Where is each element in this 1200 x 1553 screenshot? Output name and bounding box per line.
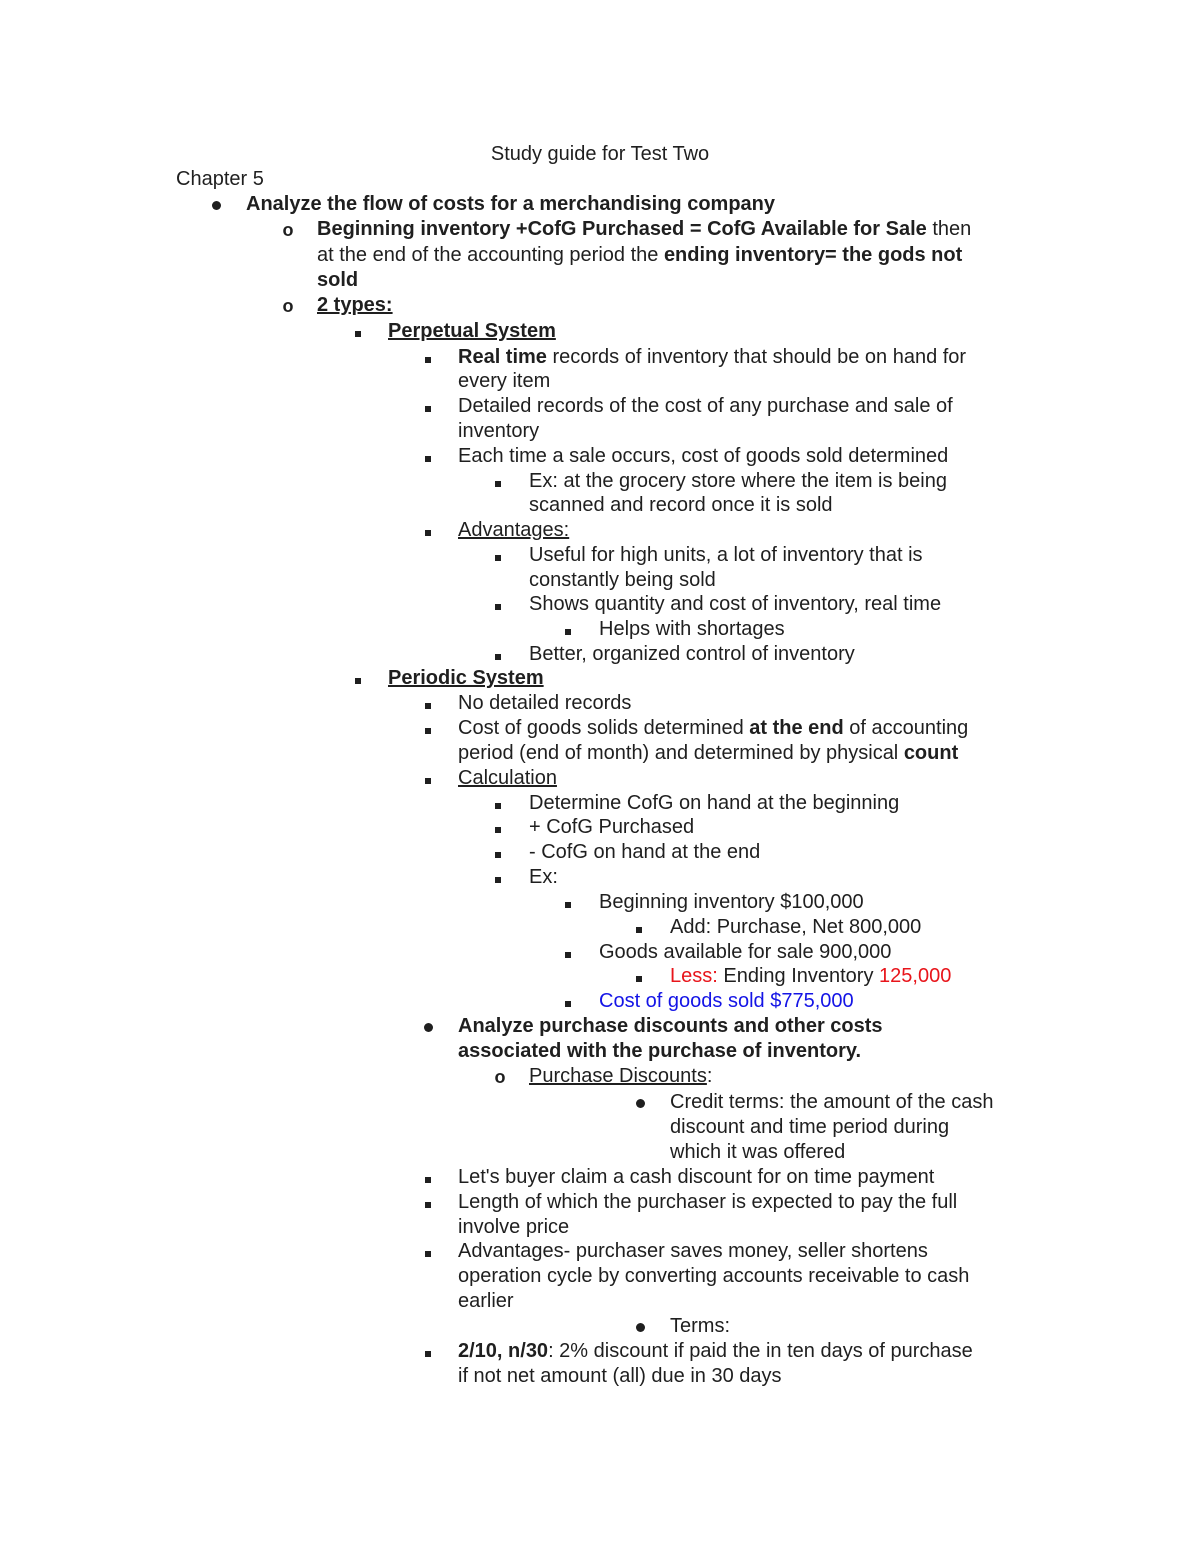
- chapter-heading: Chapter 5: [176, 168, 264, 190]
- list-item: Length of which the purchaser is expected to pay the full: [458, 1191, 958, 1213]
- list-item: Cost of goods sold $775,000: [599, 990, 854, 1012]
- bullet-square-icon: [558, 617, 578, 642]
- bullet-square-icon: [418, 1339, 438, 1364]
- bullet-square-icon: [418, 691, 438, 716]
- list-item-continuation: sold: [317, 269, 359, 291]
- bullet-square-icon: [348, 319, 368, 344]
- bullet-square-icon: [418, 518, 438, 543]
- list-item: Calculation: [458, 767, 557, 789]
- bullet-square-icon: [558, 940, 578, 965]
- list-item: - CofG on hand at the end: [529, 841, 761, 863]
- list-item-continuation: discount and time period during: [670, 1116, 950, 1138]
- list-item: 2 types:: [317, 294, 393, 316]
- list-item: Useful for high units, a lot of inventory that is: [529, 544, 923, 566]
- bullet-square-icon: [418, 716, 438, 741]
- bullet-dot-icon: [418, 1014, 438, 1039]
- list-item: Helps with shortages: [599, 618, 785, 640]
- list-item: Detailed records of the cost of any purchase and sale of: [458, 395, 953, 417]
- list-item-continuation: operation cycle by converting accounts receivable to cash: [458, 1265, 970, 1287]
- bullet-square-icon: [348, 666, 368, 691]
- list-item: Ex:: [529, 866, 558, 888]
- bullet-square-icon: [558, 989, 578, 1014]
- bullet-square-icon: [418, 1165, 438, 1190]
- bullet-circle-icon: o: [282, 220, 294, 240]
- bullet-square-icon: [418, 444, 438, 469]
- bullet-dot-icon: [630, 1090, 650, 1115]
- bullet-square-icon: [488, 592, 508, 617]
- list-item: 2/10, n/30: 2% discount if paid the in ten days of purchase: [458, 1340, 973, 1362]
- bullet-square-icon: [418, 1190, 438, 1215]
- bullet-square-icon: [488, 642, 508, 667]
- list-item-continuation: inventory: [458, 420, 540, 442]
- bullet-square-icon: [488, 840, 508, 865]
- bullet-square-icon: [629, 915, 649, 940]
- list-item: Less: Ending Inventory 125,000: [670, 965, 952, 987]
- bullet-dot-icon: [630, 1314, 650, 1339]
- bullet-circle-icon: o: [282, 296, 294, 316]
- list-item-continuation: if not net amount (all) due in 30 days: [458, 1365, 782, 1387]
- list-item: Beginning inventory +CofG Purchased = CofG Available for Sale then: [317, 218, 972, 240]
- list-item-continuation: every item: [458, 370, 551, 392]
- list-item: Analyze the flow of costs for a merchandising company: [246, 193, 775, 215]
- bullet-square-icon: [488, 543, 508, 568]
- list-item: + CofG Purchased: [529, 816, 695, 838]
- bullet-square-icon: [488, 815, 508, 840]
- bullet-square-icon: [488, 469, 508, 494]
- list-item: Goods available for sale 900,000: [599, 941, 892, 963]
- list-item-continuation: period (end of month) and determined by physical count: [458, 742, 959, 764]
- list-item: Cost of goods solids determined at the end of accounting: [458, 717, 969, 739]
- bullet-square-icon: [488, 791, 508, 816]
- list-item-continuation: constantly being sold: [529, 569, 716, 591]
- list-item: Perpetual System: [388, 320, 556, 342]
- bullet-square-icon: [418, 766, 438, 791]
- bullet-square-icon: [488, 865, 508, 890]
- list-item: No detailed records: [458, 692, 632, 714]
- list-item: Each time a sale occurs, cost of goods sold determined: [458, 445, 949, 467]
- bullet-circle-icon: o: [494, 1067, 506, 1087]
- list-item: Shows quantity and cost of inventory, real time: [529, 593, 942, 615]
- bullet-square-icon: [418, 345, 438, 370]
- list-item: Real time records of inventory that should be on hand for: [458, 346, 967, 368]
- list-item: Determine CofG on hand at the beginning: [529, 792, 900, 814]
- list-item: Purchase Discounts:: [529, 1065, 713, 1087]
- list-item-continuation: involve price: [458, 1216, 570, 1238]
- list-item: Periodic System: [388, 667, 544, 689]
- list-item-continuation: earlier: [458, 1290, 514, 1312]
- list-item: Beginning inventory $100,000: [599, 891, 864, 913]
- list-item-continuation: which it was offered: [670, 1141, 846, 1163]
- list-item: Advantages:: [458, 519, 570, 541]
- list-item: Add: Purchase, Net 800,000: [670, 916, 922, 938]
- list-item: Credit terms: the amount of the cash: [670, 1091, 994, 1113]
- bullet-square-icon: [418, 1239, 438, 1264]
- list-item: Analyze purchase discounts and other costs: [458, 1015, 883, 1037]
- list-item-continuation: scanned and record once it is sold: [529, 494, 833, 516]
- list-item: Let's buyer claim a cash discount for on time payment: [458, 1166, 935, 1188]
- list-item: Advantages- purchaser saves money, seller shortens: [458, 1240, 928, 1262]
- list-item: Better, organized control of inventory: [529, 643, 855, 665]
- document-title: Study guide for Test Two: [490, 143, 710, 165]
- bullet-square-icon: [629, 964, 649, 989]
- bullet-dot-icon: [206, 192, 226, 217]
- list-item-continuation: at the end of the accounting period the ending inventory= the gods not: [317, 244, 963, 266]
- list-item: Ex: at the grocery store where the item is being: [529, 470, 947, 492]
- list-item: Terms:: [670, 1315, 730, 1337]
- bullet-square-icon: [418, 394, 438, 419]
- list-item-continuation: associated with the purchase of inventory.: [458, 1040, 862, 1062]
- bullet-square-icon: [558, 890, 578, 915]
